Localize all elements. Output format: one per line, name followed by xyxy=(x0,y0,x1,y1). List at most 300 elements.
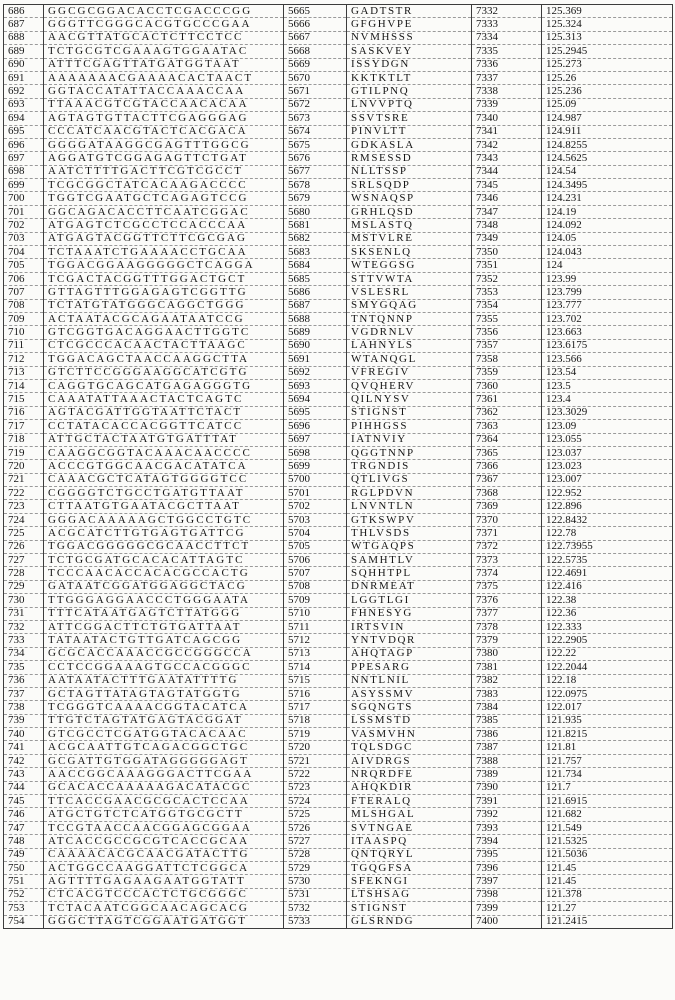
table-row xyxy=(4,45,673,58)
dna-sequence-cell: CAAAACACGCAACGATACTTG xyxy=(44,848,284,861)
peptide-cell: SGQNGTS xyxy=(347,701,472,714)
peptide-cell: RMSESSD xyxy=(347,152,472,165)
table-row xyxy=(4,31,673,44)
table-row xyxy=(4,487,673,500)
dna-sequence-cell: TTGTCTAGTATGAGTACGGAT xyxy=(44,714,284,727)
table-row xyxy=(4,246,673,259)
score-cell: 123.09 xyxy=(542,420,673,433)
score-cell: 123.663 xyxy=(542,326,673,339)
peptide-seq-no-cell: 7380 xyxy=(472,647,542,660)
dna-seq-no-cell: 5724 xyxy=(284,795,347,808)
row-id-cell: 734 xyxy=(4,647,44,660)
dna-seq-no-cell: 5716 xyxy=(284,687,347,700)
peptide-cell: PIHHGSS xyxy=(347,420,472,433)
dna-sequence-cell: CCTCCGGAAAGTGCCACGGGC xyxy=(44,661,284,674)
dna-sequence-cell: CCTATACACCACGGTTCATCC xyxy=(44,420,284,433)
dna-seq-no-cell: 5721 xyxy=(284,754,347,767)
peptide-cell: THLVSDS xyxy=(347,527,472,540)
dna-sequence-cell: CTTAATGTGAATACGCTTAAT xyxy=(44,500,284,513)
row-id-cell: 722 xyxy=(4,487,44,500)
dna-sequence-cell: GGGCTTAGTCGGAATGATGGT xyxy=(44,915,284,928)
row-id-cell: 698 xyxy=(4,165,44,178)
dna-sequence-cell: TCTACAATCGGCAACAGCACG xyxy=(44,902,284,915)
table-row xyxy=(4,728,673,741)
peptide-seq-no-cell: 7367 xyxy=(472,473,542,486)
table-row xyxy=(4,687,673,700)
row-id-cell: 688 xyxy=(4,31,44,44)
peptide-cell: SRLSQDP xyxy=(347,179,472,192)
dna-seq-no-cell: 5733 xyxy=(284,915,347,928)
table-row xyxy=(4,781,673,794)
dna-sequence-cell: GGCAGACACCTTCAATCGGAC xyxy=(44,205,284,218)
score-cell: 121.734 xyxy=(542,768,673,781)
dna-sequence-cell: TCTGCGTCGAAAGTGGAATAC xyxy=(44,45,284,58)
peptide-seq-no-cell: 7349 xyxy=(472,232,542,245)
dna-sequence-cell: ACTAATACGCAGAATAATCCG xyxy=(44,312,284,325)
row-id-cell: 702 xyxy=(4,219,44,232)
peptide-seq-no-cell: 7378 xyxy=(472,620,542,633)
dna-seq-no-cell: 5689 xyxy=(284,326,347,339)
peptide-seq-no-cell: 7375 xyxy=(472,580,542,593)
dna-seq-no-cell: 5699 xyxy=(284,460,347,473)
row-id-cell: 732 xyxy=(4,620,44,633)
table-row xyxy=(4,312,673,325)
dna-seq-no-cell: 5698 xyxy=(284,446,347,459)
table-row xyxy=(4,473,673,486)
dna-seq-no-cell: 5700 xyxy=(284,473,347,486)
score-cell: 121.8215 xyxy=(542,728,673,741)
dna-sequence-cell: ACGCAATTGTCAGACGGCTGC xyxy=(44,741,284,754)
peptide-cell: SKSENLQ xyxy=(347,246,472,259)
dna-seq-no-cell: 5717 xyxy=(284,701,347,714)
table-row xyxy=(4,754,673,767)
row-id-cell: 748 xyxy=(4,835,44,848)
peptide-seq-no-cell: 7382 xyxy=(472,674,542,687)
peptide-cell: STIGNST xyxy=(347,902,472,915)
dna-seq-no-cell: 5705 xyxy=(284,540,347,553)
table-row xyxy=(4,634,673,647)
peptide-seq-no-cell: 7383 xyxy=(472,687,542,700)
peptide-cell: VGDRNLV xyxy=(347,326,472,339)
dna-seq-no-cell: 5697 xyxy=(284,433,347,446)
table-row xyxy=(4,567,673,580)
peptide-cell: WTGAQPS xyxy=(347,540,472,553)
peptide-seq-no-cell: 7385 xyxy=(472,714,542,727)
row-id-cell: 744 xyxy=(4,781,44,794)
dna-seq-no-cell: 5719 xyxy=(284,728,347,741)
score-cell: 124.043 xyxy=(542,246,673,259)
score-cell: 121.6915 xyxy=(542,795,673,808)
dna-seq-no-cell: 5694 xyxy=(284,393,347,406)
dna-seq-no-cell: 5706 xyxy=(284,554,347,567)
table-row xyxy=(4,179,673,192)
peptide-seq-no-cell: 7357 xyxy=(472,339,542,352)
dna-sequence-cell: CCCATCAACGTACTCACGACA xyxy=(44,125,284,138)
score-cell: 123.5 xyxy=(542,379,673,392)
table-row xyxy=(4,808,673,821)
dna-sequence-cell: TTTCATAATGAGTCTTATGGG xyxy=(44,607,284,620)
dna-seq-no-cell: 5715 xyxy=(284,674,347,687)
row-id-cell: 687 xyxy=(4,18,44,31)
peptide-cell: DNRMEAT xyxy=(347,580,472,593)
score-cell: 123.99 xyxy=(542,272,673,285)
dna-sequence-cell: TATAATACTGTTGATCAGCGG xyxy=(44,634,284,647)
score-cell: 121.5325 xyxy=(542,835,673,848)
dna-seq-no-cell: 5690 xyxy=(284,339,347,352)
table-row xyxy=(4,192,673,205)
peptide-seq-no-cell: 7351 xyxy=(472,259,542,272)
row-id-cell: 711 xyxy=(4,339,44,352)
peptide-seq-no-cell: 7397 xyxy=(472,875,542,888)
dna-seq-no-cell: 5675 xyxy=(284,138,347,151)
peptide-cell: NRQRDFE xyxy=(347,768,472,781)
peptide-cell: QNTQRYL xyxy=(347,848,472,861)
table-row xyxy=(4,353,673,366)
dna-seq-no-cell: 5710 xyxy=(284,607,347,620)
peptide-cell: ITAASPQ xyxy=(347,835,472,848)
peptide-seq-no-cell: 7350 xyxy=(472,246,542,259)
dna-sequence-cell: TGGACGGGGGCGCAACCTTCT xyxy=(44,540,284,553)
row-id-cell: 735 xyxy=(4,661,44,674)
score-cell: 121.2415 xyxy=(542,915,673,928)
dna-sequence-cell: ACGCATCTTGTGAGTGATTCG xyxy=(44,527,284,540)
score-cell: 124.5625 xyxy=(542,152,673,165)
table-row xyxy=(4,112,673,125)
table-row xyxy=(4,513,673,526)
sequence-table-body xyxy=(4,5,673,929)
peptide-cell: STTVWTA xyxy=(347,272,472,285)
peptide-seq-no-cell: 7340 xyxy=(472,112,542,125)
dna-sequence-cell: TCCCAACACCACACGCCACTG xyxy=(44,567,284,580)
peptide-cell: WTANQGL xyxy=(347,353,472,366)
dna-sequence-cell: ATTCGGACTTCTGTGATTAAT xyxy=(44,620,284,633)
dna-sequence-cell: TGGACGGAAGGGGGCTCAGGA xyxy=(44,259,284,272)
peptide-seq-no-cell: 7394 xyxy=(472,835,542,848)
row-id-cell: 751 xyxy=(4,875,44,888)
dna-sequence-cell: TGGACAGCTAACCAAGGCTTA xyxy=(44,353,284,366)
dna-sequence-cell: ACTGGCCAAGGATTCTCGGCA xyxy=(44,862,284,875)
peptide-cell: WSNAQSP xyxy=(347,192,472,205)
peptide-cell: TQLSDGC xyxy=(347,741,472,754)
dna-seq-no-cell: 5683 xyxy=(284,246,347,259)
dna-seq-no-cell: 5704 xyxy=(284,527,347,540)
dna-seq-no-cell: 5669 xyxy=(284,58,347,71)
peptide-cell: RGLPDVN xyxy=(347,487,472,500)
peptide-cell: SVTNGAE xyxy=(347,821,472,834)
table-row xyxy=(4,152,673,165)
dna-seq-no-cell: 5714 xyxy=(284,661,347,674)
dna-sequence-cell: ATGAGTACGGTTCTTCGCGAG xyxy=(44,232,284,245)
table-row xyxy=(4,607,673,620)
score-cell: 123.777 xyxy=(542,299,673,312)
table-row xyxy=(4,862,673,875)
row-id-cell: 714 xyxy=(4,379,44,392)
table-row xyxy=(4,339,673,352)
dna-sequence-cell: GTCGCCTCGATGGTACACAAC xyxy=(44,728,284,741)
table-row xyxy=(4,714,673,727)
dna-sequence-cell: TTCACCGAACGCGCACTCCAA xyxy=(44,795,284,808)
peptide-cell: LTSHSAG xyxy=(347,888,472,901)
dna-sequence-cell: TCGCGGCTATCACAAGACCCC xyxy=(44,179,284,192)
peptide-seq-no-cell: 7355 xyxy=(472,312,542,325)
table-row xyxy=(4,259,673,272)
dna-seq-no-cell: 5732 xyxy=(284,902,347,915)
dna-sequence-cell: CAAGGCGGTACAAACAACCCC xyxy=(44,446,284,459)
score-cell: 122.5735 xyxy=(542,554,673,567)
peptide-seq-no-cell: 7342 xyxy=(472,138,542,151)
dna-seq-no-cell: 5708 xyxy=(284,580,347,593)
score-cell: 122.22 xyxy=(542,647,673,660)
table-row xyxy=(4,795,673,808)
score-cell: 122.8432 xyxy=(542,513,673,526)
peptide-cell: LGGTLGI xyxy=(347,594,472,607)
dna-sequence-cell: TTAAACGTCGTACCAACACAA xyxy=(44,98,284,111)
dna-sequence-cell: TCCGTAACCAACGGAGCGGAA xyxy=(44,821,284,834)
score-cell: 125.2945 xyxy=(542,45,673,58)
peptide-seq-no-cell: 7370 xyxy=(472,513,542,526)
score-cell: 123.799 xyxy=(542,286,673,299)
dna-sequence-cell: GGTACCATATTACCAAACCAA xyxy=(44,85,284,98)
row-id-cell: 736 xyxy=(4,674,44,687)
table-row xyxy=(4,98,673,111)
row-id-cell: 728 xyxy=(4,567,44,580)
dna-seq-no-cell: 5731 xyxy=(284,888,347,901)
dna-seq-no-cell: 5713 xyxy=(284,647,347,660)
peptide-seq-no-cell: 7400 xyxy=(472,915,542,928)
score-cell: 122.017 xyxy=(542,701,673,714)
score-cell: 122.333 xyxy=(542,620,673,633)
dna-sequence-cell: TCTATGTATGGGCAGGCTGGG xyxy=(44,299,284,312)
score-cell: 123.037 xyxy=(542,446,673,459)
table-row xyxy=(4,768,673,781)
score-cell: 122.2905 xyxy=(542,634,673,647)
peptide-seq-no-cell: 7389 xyxy=(472,768,542,781)
dna-seq-no-cell: 5695 xyxy=(284,406,347,419)
table-row xyxy=(4,580,673,593)
peptide-cell: SQHHTPL xyxy=(347,567,472,580)
dna-seq-no-cell: 5665 xyxy=(284,5,347,18)
row-id-cell: 747 xyxy=(4,821,44,834)
score-cell: 121.5036 xyxy=(542,848,673,861)
table-row xyxy=(4,500,673,513)
peptide-seq-no-cell: 7356 xyxy=(472,326,542,339)
peptide-seq-no-cell: 7359 xyxy=(472,366,542,379)
peptide-seq-no-cell: 7334 xyxy=(472,31,542,44)
dna-sequence-cell: CAGGTGCAGCATGAGAGGGTG xyxy=(44,379,284,392)
row-id-cell: 739 xyxy=(4,714,44,727)
score-cell: 125.273 xyxy=(542,58,673,71)
dna-seq-no-cell: 5730 xyxy=(284,875,347,888)
dna-sequence-cell: AATCTTTTGACTTCGTCGCCT xyxy=(44,165,284,178)
row-id-cell: 703 xyxy=(4,232,44,245)
score-cell: 122.36 xyxy=(542,607,673,620)
peptide-seq-no-cell: 7395 xyxy=(472,848,542,861)
dna-seq-no-cell: 5681 xyxy=(284,219,347,232)
score-cell: 122.4691 xyxy=(542,567,673,580)
peptide-seq-no-cell: 7388 xyxy=(472,754,542,767)
peptide-seq-no-cell: 7358 xyxy=(472,353,542,366)
score-cell: 121.378 xyxy=(542,888,673,901)
row-id-cell: 704 xyxy=(4,246,44,259)
dna-sequence-cell: GGGTTCGGGCACGTGCCCGAA xyxy=(44,18,284,31)
score-cell: 122.952 xyxy=(542,487,673,500)
dna-sequence-cell: AACCGGCAAAGGGACTTCGAA xyxy=(44,768,284,781)
peptide-seq-no-cell: 7335 xyxy=(472,45,542,58)
peptide-seq-no-cell: 7341 xyxy=(472,125,542,138)
dna-seq-no-cell: 5686 xyxy=(284,286,347,299)
peptide-cell: GRHLQSD xyxy=(347,205,472,218)
peptide-seq-no-cell: 7393 xyxy=(472,821,542,834)
dna-seq-no-cell: 5676 xyxy=(284,152,347,165)
row-id-cell: 707 xyxy=(4,286,44,299)
row-id-cell: 710 xyxy=(4,326,44,339)
score-cell: 121.682 xyxy=(542,808,673,821)
peptide-cell: TRGNDIS xyxy=(347,460,472,473)
dna-seq-no-cell: 5693 xyxy=(284,379,347,392)
dna-sequence-cell: TCGACTACGGTTTGGACTGCT xyxy=(44,272,284,285)
dna-seq-no-cell: 5667 xyxy=(284,31,347,44)
row-id-cell: 705 xyxy=(4,259,44,272)
row-id-cell: 754 xyxy=(4,915,44,928)
row-id-cell: 697 xyxy=(4,152,44,165)
dna-sequence-cell: ATGCTGTCTCATGGTGCGCTT xyxy=(44,808,284,821)
row-id-cell: 724 xyxy=(4,513,44,526)
score-cell: 122.38 xyxy=(542,594,673,607)
peptide-seq-no-cell: 7345 xyxy=(472,179,542,192)
peptide-seq-no-cell: 7364 xyxy=(472,433,542,446)
dna-seq-no-cell: 5672 xyxy=(284,98,347,111)
peptide-seq-no-cell: 7332 xyxy=(472,5,542,18)
table-row xyxy=(4,741,673,754)
peptide-cell: QGGTNNP xyxy=(347,446,472,459)
peptide-seq-no-cell: 7398 xyxy=(472,888,542,901)
peptide-cell: MLSHGAL xyxy=(347,808,472,821)
peptide-cell: TNTQNNP xyxy=(347,312,472,325)
dna-sequence-cell: GGGGATAAGGCGAGTTTGGCG xyxy=(44,138,284,151)
peptide-seq-no-cell: 7369 xyxy=(472,500,542,513)
row-id-cell: 691 xyxy=(4,71,44,84)
row-id-cell: 709 xyxy=(4,312,44,325)
row-id-cell: 706 xyxy=(4,272,44,285)
score-cell: 122.0975 xyxy=(542,687,673,700)
peptide-cell: AHQKDIR xyxy=(347,781,472,794)
row-id-cell: 720 xyxy=(4,460,44,473)
peptide-seq-no-cell: 7344 xyxy=(472,165,542,178)
score-cell: 121.757 xyxy=(542,754,673,767)
peptide-seq-no-cell: 7362 xyxy=(472,406,542,419)
score-cell: 123.54 xyxy=(542,366,673,379)
table-row xyxy=(4,58,673,71)
table-row xyxy=(4,71,673,84)
score-cell: 123.007 xyxy=(542,473,673,486)
row-id-cell: 708 xyxy=(4,299,44,312)
dna-sequence-cell: GTCGGTGACAGGAACTTGGTC xyxy=(44,326,284,339)
peptide-cell: MSLASTQ xyxy=(347,219,472,232)
dna-sequence-cell: AGTAGTGTTACTTCGAGGGAG xyxy=(44,112,284,125)
peptide-cell: VASMVHN xyxy=(347,728,472,741)
peptide-cell: YNTVDQR xyxy=(347,634,472,647)
peptide-seq-no-cell: 7363 xyxy=(472,420,542,433)
dna-seq-no-cell: 5701 xyxy=(284,487,347,500)
dna-seq-no-cell: 5680 xyxy=(284,205,347,218)
dna-sequence-cell: GGGACAAAAAGCTGGCCTGTC xyxy=(44,513,284,526)
score-cell: 124.911 xyxy=(542,125,673,138)
dna-seq-no-cell: 5688 xyxy=(284,312,347,325)
row-id-cell: 717 xyxy=(4,420,44,433)
row-id-cell: 701 xyxy=(4,205,44,218)
table-row xyxy=(4,848,673,861)
score-cell: 125.236 xyxy=(542,85,673,98)
sequence-table xyxy=(3,4,673,929)
dna-sequence-cell: TGGTCGAATGCTCAGAGTCCG xyxy=(44,192,284,205)
dna-sequence-cell: GCACACCAAAAAGACATACGC xyxy=(44,781,284,794)
dna-sequence-cell: AGTTTTGAGAAGAATGGTATT xyxy=(44,875,284,888)
table-row xyxy=(4,125,673,138)
row-id-cell: 749 xyxy=(4,848,44,861)
score-cell: 121.45 xyxy=(542,875,673,888)
dna-seq-no-cell: 5707 xyxy=(284,567,347,580)
peptide-cell: NVMHSSS xyxy=(347,31,472,44)
peptide-cell: GLSRNDG xyxy=(347,915,472,928)
table-row xyxy=(4,379,673,392)
score-cell: 121.81 xyxy=(542,741,673,754)
score-cell: 124.8255 xyxy=(542,138,673,151)
peptide-seq-no-cell: 7365 xyxy=(472,446,542,459)
dna-sequence-cell: ATTGCTACTAATGTGATTTAT xyxy=(44,433,284,446)
peptide-cell: NNTLNIL xyxy=(347,674,472,687)
score-cell: 125.313 xyxy=(542,31,673,44)
dna-seq-no-cell: 5696 xyxy=(284,420,347,433)
peptide-cell: SASKVEY xyxy=(347,45,472,58)
row-id-cell: 690 xyxy=(4,58,44,71)
peptide-seq-no-cell: 7396 xyxy=(472,862,542,875)
dna-seq-no-cell: 5712 xyxy=(284,634,347,647)
peptide-cell: IRTSVIN xyxy=(347,620,472,633)
dna-sequence-cell: ACCCGTGGCAACGACATATCA xyxy=(44,460,284,473)
dna-sequence-cell: ATCACCGCCGCGTCACCGCAA xyxy=(44,835,284,848)
score-cell: 122.896 xyxy=(542,500,673,513)
dna-seq-no-cell: 5726 xyxy=(284,821,347,834)
score-cell: 122.78 xyxy=(542,527,673,540)
dna-sequence-cell: GGCGCGGACACCTCGACCCGG xyxy=(44,5,284,18)
score-cell: 123.6175 xyxy=(542,339,673,352)
dna-sequence-cell: CAAATATTAAACTACTCAGTC xyxy=(44,393,284,406)
peptide-cell: VSLESRL xyxy=(347,286,472,299)
peptide-seq-no-cell: 7392 xyxy=(472,808,542,821)
row-id-cell: 746 xyxy=(4,808,44,821)
row-id-cell: 752 xyxy=(4,888,44,901)
table-row xyxy=(4,286,673,299)
score-cell: 121.7 xyxy=(542,781,673,794)
row-id-cell: 696 xyxy=(4,138,44,151)
table-row xyxy=(4,835,673,848)
dna-seq-no-cell: 5711 xyxy=(284,620,347,633)
table-row xyxy=(4,5,673,18)
score-cell: 123.702 xyxy=(542,312,673,325)
table-row xyxy=(4,554,673,567)
score-cell: 122.18 xyxy=(542,674,673,687)
score-cell: 122.2044 xyxy=(542,661,673,674)
dna-sequence-cell: GCGCACCAAACCGCCGGGCCA xyxy=(44,647,284,660)
table-row xyxy=(4,219,673,232)
row-id-cell: 738 xyxy=(4,701,44,714)
peptide-cell: LAHNYLS xyxy=(347,339,472,352)
peptide-seq-no-cell: 7346 xyxy=(472,192,542,205)
peptide-cell: SAMHTLV xyxy=(347,554,472,567)
peptide-seq-no-cell: 7361 xyxy=(472,393,542,406)
dna-seq-no-cell: 5687 xyxy=(284,299,347,312)
peptide-cell: WTEGGSG xyxy=(347,259,472,272)
